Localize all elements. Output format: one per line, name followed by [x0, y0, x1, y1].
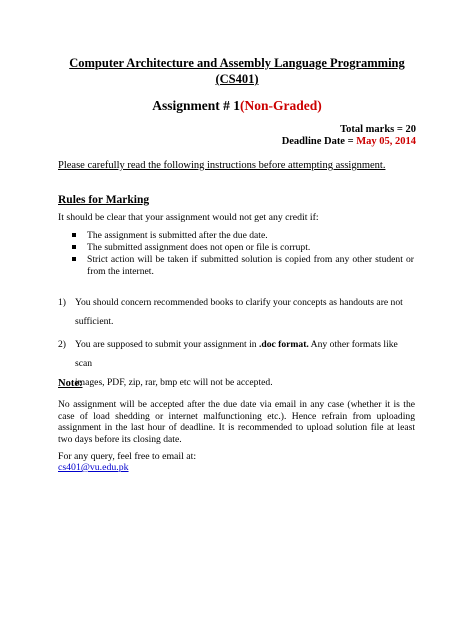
item-number: 2) — [58, 339, 66, 350]
bullet-icon — [72, 233, 76, 237]
assignment-status: (Non-Graded) — [240, 98, 322, 113]
course-code: (CS401) — [215, 72, 259, 86]
course-title: Computer Architecture and Assembly Language Programming — [69, 56, 405, 70]
item-number: 1) — [58, 297, 66, 308]
bullet-text: Strict action will be taken if submitted solution is copied from any other student or from the internet. — [87, 254, 414, 277]
rules-intro: It should be clear that your assignment would not get any credit if: — [58, 212, 319, 223]
bullet-icon — [72, 257, 76, 261]
bullet-text: The submitted assignment does not open or file is corrupt. — [87, 242, 311, 253]
instructions-line: Please carefully read the following instructions before attempting assignment. — [58, 160, 386, 171]
bullet-text: The assignment is submitted after the due date. — [87, 230, 268, 241]
item-line-start: You are supposed to submit your assignment in — [75, 339, 259, 350]
assignment-number: Assignment # 1 — [152, 98, 240, 113]
note-heading: Note: — [58, 378, 83, 389]
bullet-icon — [72, 245, 76, 249]
item-line: images, PDF, zip, rar, bmp etc will not be accepted. — [75, 377, 273, 388]
item-text — [75, 335, 415, 392]
item-line — [75, 335, 415, 373]
note-body: No assignment will be accepted after the due date via email in any case (whether it is the case of load shedding or internet malfunctioning etc.). Hence refrain from uploading assignment in the last hour of deadline. It is recommended to upload solution file at least two days before its closing date. — [58, 399, 415, 445]
item-line: You should concern recommended books to clarify your concepts as handouts are not — [75, 297, 403, 308]
doc-format-text: .doc format. — [258, 339, 309, 350]
email-link[interactable]: cs401@vu.edu.pk — [58, 462, 129, 473]
query-text: For any query, feel free to email at: — [58, 451, 197, 462]
deadline-label: Deadline Date = — [281, 136, 357, 147]
item-text — [75, 293, 415, 331]
assignment-heading — [0, 98, 474, 114]
total-marks: Total marks = 20 — [340, 124, 416, 135]
rules-heading: Rules for Marking — [58, 194, 150, 206]
item-line-end: Any other formats like scan — [75, 339, 398, 369]
deadline-date: May 05, 2014 — [356, 136, 416, 147]
deadline — [282, 136, 416, 147]
item-line: sufficient. — [75, 316, 114, 327]
